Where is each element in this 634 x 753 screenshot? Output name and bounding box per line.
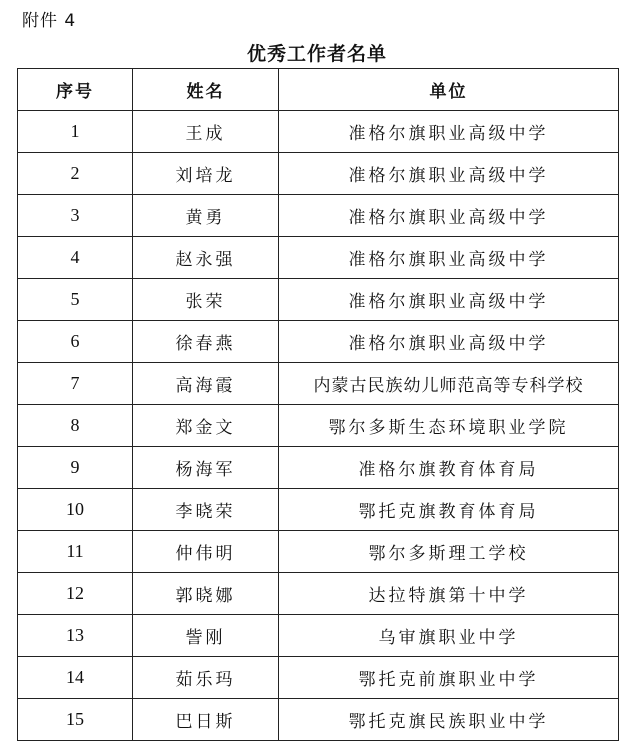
- row-number: 1: [18, 111, 133, 153]
- table-row: [18, 657, 619, 699]
- row-number: 3: [18, 195, 133, 237]
- row-number: 4: [18, 237, 133, 279]
- header-number: 序号: [18, 69, 133, 111]
- row-name: 张荣: [133, 279, 279, 321]
- table-header-row: [18, 69, 619, 111]
- table-row: [18, 195, 619, 237]
- row-unit: 达拉特旗第十中学: [279, 573, 619, 615]
- table-row: [18, 573, 619, 615]
- table-row: [18, 237, 619, 279]
- row-unit: 准格尔旗职业高级中学: [279, 111, 619, 153]
- row-unit: 鄂托克前旗职业中学: [279, 657, 619, 699]
- row-name: 訾刚: [133, 615, 279, 657]
- row-name: 郑金文: [133, 405, 279, 447]
- row-unit: 准格尔旗职业高级中学: [279, 153, 619, 195]
- table-row: [18, 111, 619, 153]
- table-row: [18, 489, 619, 531]
- row-number: 5: [18, 279, 133, 321]
- row-number: 13: [18, 615, 133, 657]
- row-name: 王成: [133, 111, 279, 153]
- honor-roll-table: [17, 68, 619, 741]
- row-unit: 内蒙古民族幼儿师范高等专科学校: [279, 363, 619, 405]
- table-row: [18, 447, 619, 489]
- row-name: 仲伟明: [133, 531, 279, 573]
- row-name: 茹乐玛: [133, 657, 279, 699]
- row-number: 8: [18, 405, 133, 447]
- table-row: [18, 153, 619, 195]
- header-name: 姓名: [133, 69, 279, 111]
- header-unit: 单位: [279, 69, 619, 111]
- row-name: 巴日斯: [133, 699, 279, 741]
- row-number: 14: [18, 657, 133, 699]
- row-unit: 乌审旗职业中学: [279, 615, 619, 657]
- row-name: 杨海军: [133, 447, 279, 489]
- attachment-label: 附件 4: [22, 11, 77, 31]
- row-unit: 鄂托克旗教育体育局: [279, 489, 619, 531]
- row-number: 6: [18, 321, 133, 363]
- row-number: 7: [18, 363, 133, 405]
- row-unit: 鄂尔多斯生态环境职业学院: [279, 405, 619, 447]
- row-name: 李晓荣: [133, 489, 279, 531]
- table-row: [18, 363, 619, 405]
- row-unit: 准格尔旗职业高级中学: [279, 237, 619, 279]
- table-row: [18, 321, 619, 363]
- row-name: 徐春燕: [133, 321, 279, 363]
- row-unit: 鄂尔多斯理工学校: [279, 531, 619, 573]
- table-row: [18, 405, 619, 447]
- row-unit: 准格尔旗教育体育局: [279, 447, 619, 489]
- row-number: 9: [18, 447, 133, 489]
- row-unit: 准格尔旗职业高级中学: [279, 321, 619, 363]
- row-number: 15: [18, 699, 133, 741]
- row-unit: 准格尔旗职业高级中学: [279, 279, 619, 321]
- table-row: [18, 279, 619, 321]
- row-number: 10: [18, 489, 133, 531]
- row-unit: 鄂托克旗民族职业中学: [279, 699, 619, 741]
- row-name: 郭晓娜: [133, 573, 279, 615]
- row-name: 刘培龙: [133, 153, 279, 195]
- table-row: [18, 615, 619, 657]
- table-row: [18, 531, 619, 573]
- row-name: 黄勇: [133, 195, 279, 237]
- row-name: 高海霞: [133, 363, 279, 405]
- table-row: [18, 699, 619, 741]
- row-number: 2: [18, 153, 133, 195]
- row-number: 12: [18, 573, 133, 615]
- row-name: 赵永强: [133, 237, 279, 279]
- row-number: 11: [18, 531, 133, 573]
- page-title: 优秀工作者名单: [246, 43, 387, 65]
- row-unit: 准格尔旗职业高级中学: [279, 195, 619, 237]
